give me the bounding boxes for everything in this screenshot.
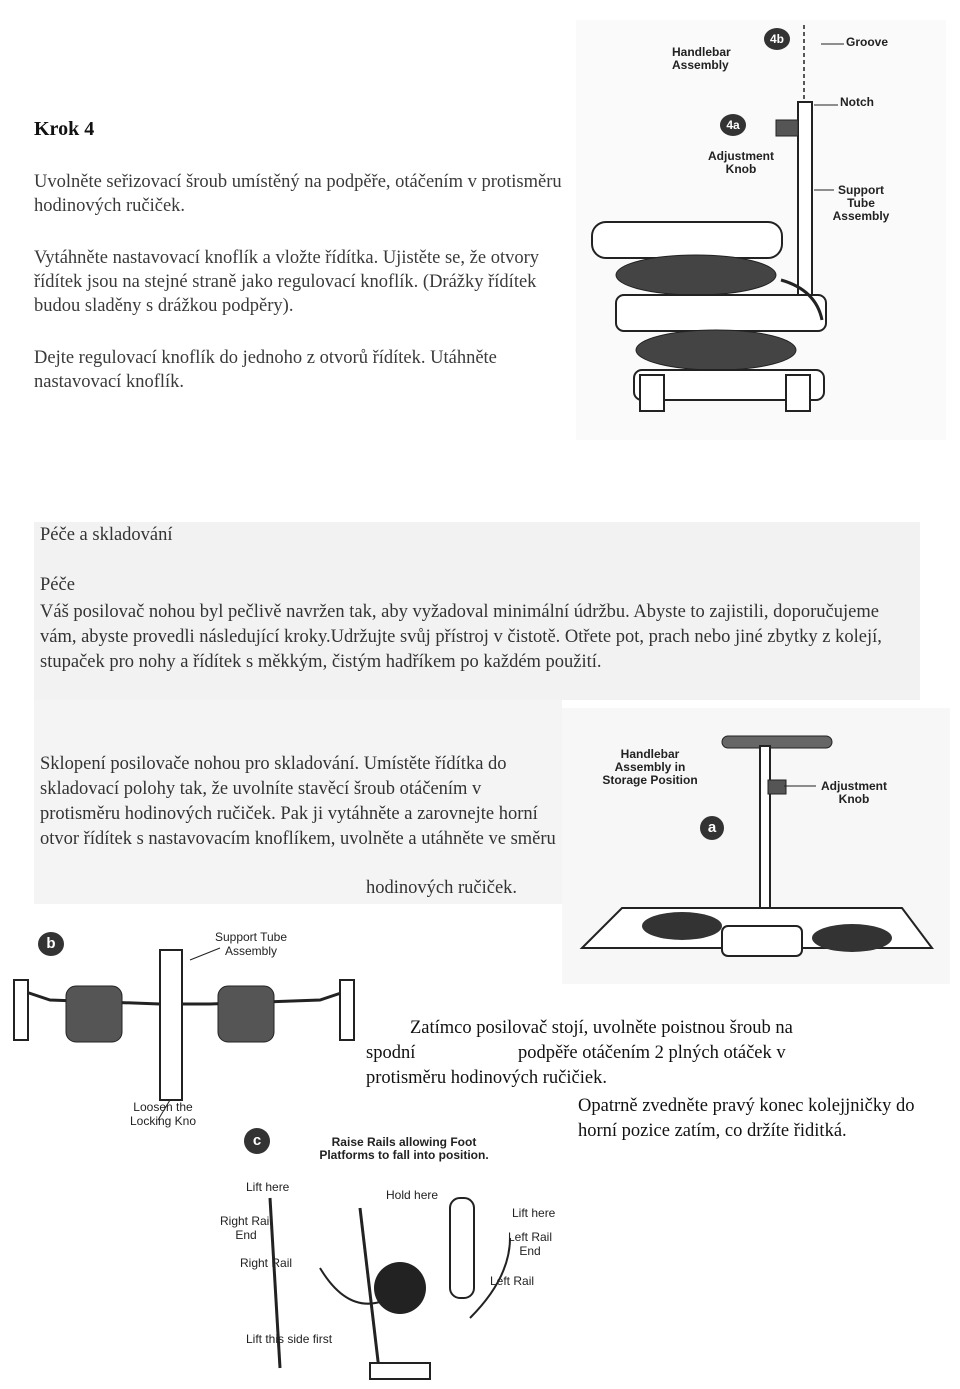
label-hold-here: Hold here bbox=[386, 1188, 439, 1202]
label-lift-side-first: Lift this side first bbox=[246, 1332, 333, 1346]
badge-4a: 4a bbox=[720, 114, 746, 136]
instruction-line-4: Opatrně zvedněte pravý konec kolejjničky do horní pozice zatím, co držíte řiditká. bbox=[578, 1096, 915, 1141]
care-heading: Péče a skladování bbox=[40, 525, 173, 545]
storage-text-last-line: hodinových ručiček. bbox=[366, 878, 518, 898]
instruction-line-3: protisměru hodinových ručičiek. bbox=[366, 1068, 607, 1088]
label-lift-here-left: Lift here bbox=[246, 1180, 290, 1194]
storage-text: Sklopení posilovače nohou pro skladování. Umístěte řídítka do skladovací polohy tak, že uvolníte stavěcí šroub otáčením v protisměru hodinových ručiček. Pak ji vytáhněte a zarovnejte horní otvor řídítek s nastavovacím knoflíkem, uvolněte a utáhněte ve směru bbox=[40, 754, 556, 849]
instruction-line-1: Zatímco posilovač stojí, uvolněte poistnou šroub na bbox=[410, 1018, 793, 1038]
label-lift-here-right: Lift here bbox=[512, 1206, 556, 1220]
badge-4b: 4b bbox=[764, 28, 790, 50]
step-paragraph-2: Vytáhněte nastavovací knoflík a vložte řídítka. Ujistěte se, že otvory řídítek jsou na stejné straně jako regulovací knoflík. (Drážky řídítek budou sladěny s drážkou podpěry). bbox=[34, 248, 539, 316]
figure-4-illustration bbox=[576, 20, 946, 440]
instruction-line-2b: podpěře otáčením 2 plných otáček v bbox=[518, 1043, 786, 1063]
badge-b: b bbox=[38, 932, 64, 956]
label-right-rail-end: Right Rail End bbox=[219, 1214, 273, 1242]
badge-a: a bbox=[700, 816, 724, 840]
label-left-rail-end: Left Rail End bbox=[507, 1230, 553, 1258]
label-groove: Groove bbox=[846, 35, 889, 49]
label-adjustment-knob: Adjustment Knob bbox=[708, 149, 774, 176]
label-support-tube-b: Support Tube Assembly bbox=[214, 930, 288, 958]
label-loosen-locking: Loosen the Locking Kno bbox=[129, 1100, 197, 1128]
label-support-tube-assembly: Support Tube Assembly bbox=[832, 183, 890, 223]
label-handlebar-storage: Handlebar Assembly in Storage Position bbox=[602, 747, 698, 787]
badge-c: c bbox=[244, 1128, 270, 1154]
care-subheading: Péče bbox=[40, 575, 75, 595]
step-paragraph-3: Dejte regulovací knoflík do jednoho z otvorů řídítek. Utáhněte nastavovací knoflík. bbox=[34, 348, 497, 392]
label-right-rail: Right Rail bbox=[240, 1256, 293, 1270]
label-handlebar-assembly: Handlebar Assembly bbox=[672, 45, 731, 72]
step-paragraph-1: Uvolněte seřizovací šroub umístěný na podpěře, otáčením v protisměru hodinových ručiček. bbox=[34, 172, 562, 216]
step-title: Krok 4 bbox=[34, 118, 95, 140]
instruction-line-2a: spodní bbox=[366, 1043, 416, 1063]
care-body-text: Váš posilovač nohou byl pečlivě navržen tak, aby vyžadoval minimální údržbu. Abyste to zajistili, doporučujeme vám, abyste provedli následující kroky.Udržujte svůj přístroj v čistotě. Otřete pot, prach nebo jiné zbytky z kolejí, stupaček pro nohy a řídítek s měkkým, čistým hadříkem po každém použití. bbox=[40, 602, 882, 672]
label-adjustment-knob-a: Adjustment Knob bbox=[821, 779, 887, 806]
label-left-rail: Left Rail bbox=[490, 1274, 535, 1288]
label-raise-rails: Raise Rails allowing Foot Platforms to fall into position. bbox=[319, 1135, 489, 1162]
label-notch: Notch bbox=[840, 95, 874, 109]
